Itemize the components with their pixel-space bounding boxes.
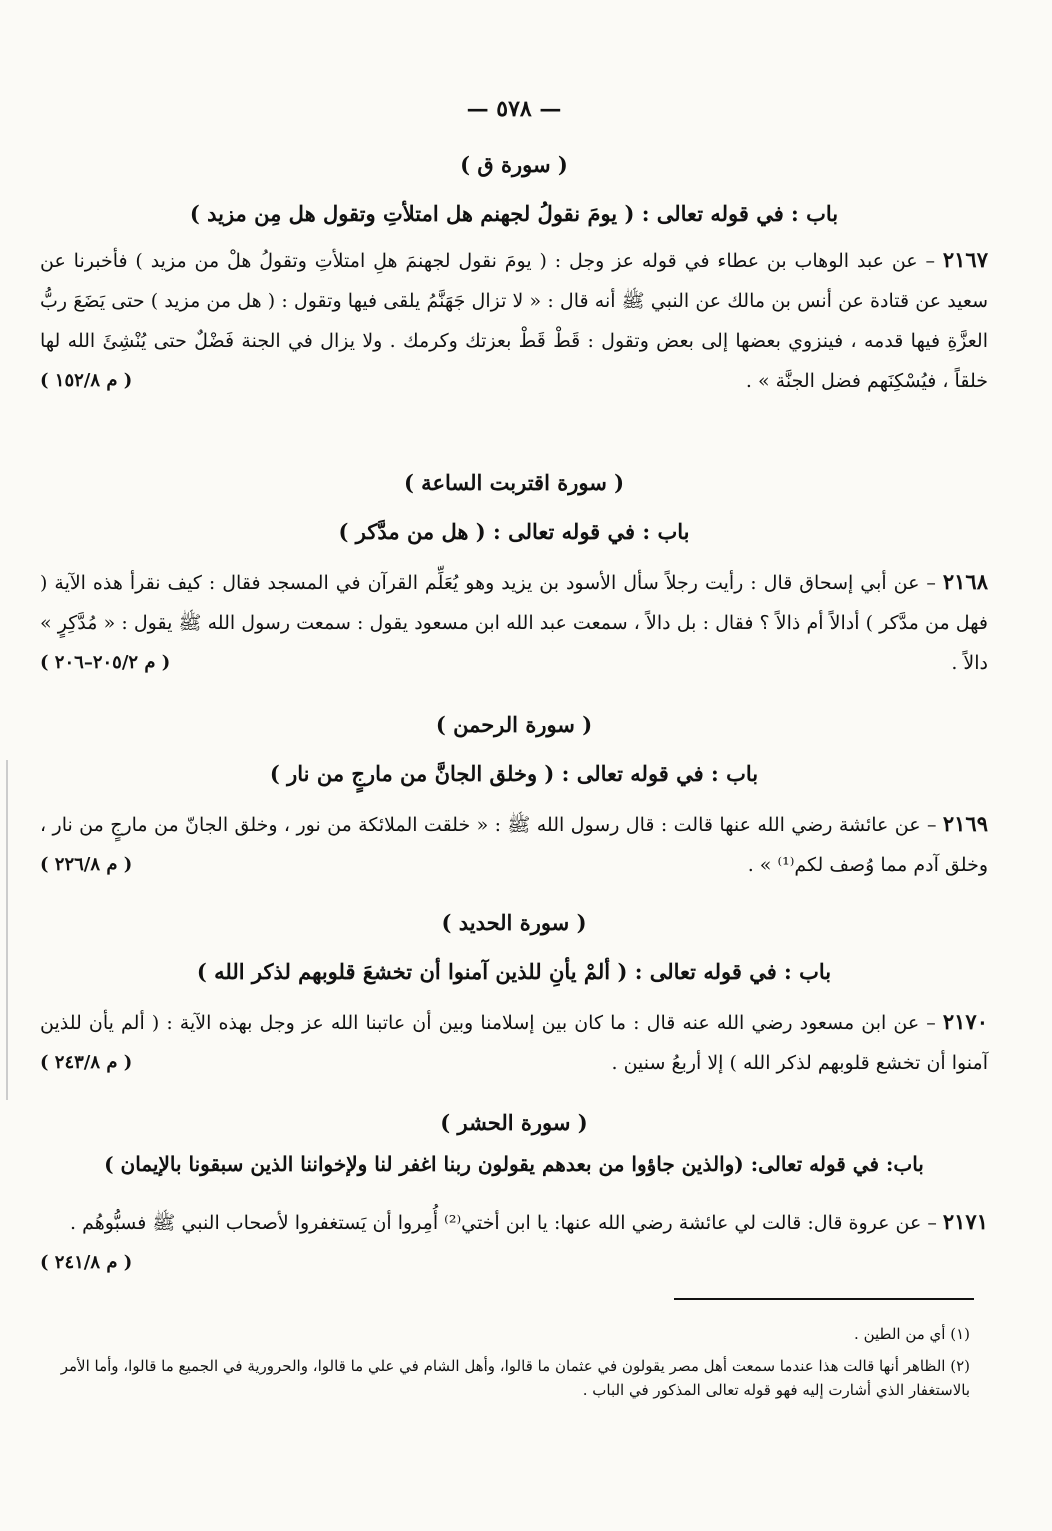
- footnote-divider: [674, 1298, 974, 1300]
- hadith-reference: ( م ١٥٢/٨ ): [40, 370, 133, 391]
- chapter-heading: باب: في قوله تعالى: (والذين جاؤوا من بعدهم يقولون ربنا اغفر لنا ولإخواننا الذين سبقونا بالإيمان ): [104, 1152, 924, 1176]
- scan-edge-mark: [6, 760, 8, 1100]
- hadith-number: ٢١٧١: [942, 1209, 988, 1234]
- hadith-number: ٢١٦٨: [942, 569, 988, 594]
- surah-heading: ( سورة الحديد ): [441, 910, 587, 935]
- footnote: (٢) الظاهر أنها قالت هذا عندما سمعت أهل مصر يقولون في عثمان ما قالوا، وأهل الشام في علي ما قالوا، والحرورية في الجميع ما قالوا، وأما الأمر بالاستغفار الذي أشارت إليه فهو قوله تعالى المذكور في الباب .: [60, 1357, 970, 1399]
- document-page: [40, 0, 988, 1531]
- page-number: — ٥٧٨ —: [466, 96, 562, 122]
- surah-heading: ( سورة الرحمن ): [435, 712, 593, 737]
- hadith-reference: ( م ٢٢٦/٨ ): [40, 854, 133, 875]
- hadith-text: – عن ابن مسعود رضي الله عنه قال : ما كان بين إسلامنا وبين أن عاتبنا الله عز وجل بهذه الآية : ( ألم يأن للذين آمنوا أن تخشع قلوبهم لذكر الله ) إلا أربعُ سنين .: [40, 1012, 988, 1074]
- hadith-paragraph: [40, 1002, 988, 1083]
- hadith-number: ٢١٦٧: [942, 247, 988, 272]
- hadith-paragraph: [40, 240, 988, 401]
- hadith-reference: ( م ٢٠٥/٢–٢٠٦ ): [40, 652, 171, 673]
- hadith-paragraph: [40, 1202, 988, 1283]
- hadith-number: ٢١٦٩: [942, 811, 988, 836]
- chapter-heading: باب : في قوله تعالى : ( يومَ نقولُ لجهنم هل امتلأتِ وتقول هل مِن مزيد ): [189, 201, 839, 226]
- hadith-reference: ( م ٢٤١/٨ ): [40, 1252, 133, 1273]
- hadith-text: – عن عبد الوهاب بن عطاء في قوله عز وجل : ( يومَ نقول لجهنمَ هلِ امتلأتِ وتقولُ هلْ من مزيد ) فأخبرنا عن سعيد عن قتادة عن أنس بن مالك عن النبي ﷺ أنه قال : « لا تزال جَهَنَّمُ يلقى فيها وتقول : ( هل من مزيد ) حتى يَضَعَ ربُّ العزَّةِ فيها قدمه ، فينزوي بعضها إلى بعض وتقول : قَطْ قَطْ بعزتك وكرمك . ولا يزال في الجنة فَضْلٌ حتى يُنْشِئَ الله لها خلقاً ، فيُسْكِنَهم فضل الجنَّة » .: [40, 250, 988, 392]
- surah-heading: ( سورة اقتربت الساعة ): [403, 470, 625, 495]
- hadith-paragraph: [40, 562, 988, 683]
- hadith-text: – عن عائشة رضي الله عنها قالت : قال رسول الله ﷺ : « خلقت الملائكة من نور ، وخلق الجانّ من مارجٍ من نار ، وخلق آدم مما وُصف لكم⁽¹⁾ » .: [40, 814, 988, 876]
- surah-heading: ( سورة ق ): [460, 152, 568, 177]
- chapter-heading: باب : في قوله تعالى : ( هل من مدَّكر ): [338, 519, 690, 544]
- hadith-text: – عن أبي إسحاق قال : رأيت رجلاً سأل الأسود بن يزيد وهو يُعَلِّم القرآن في المسجد فقال : كيف نقرأ هذه الآية ( فهل من مدَّكر ) أدالاً أم ذالاً ؟ فقال : بل دالاً ، سمعت عبد الله ابن مسعود يقول : سمعت رسول الله ﷺ يقول : « مُدَّكِرٍ » دالاً .: [40, 572, 988, 674]
- hadith-number: ٢١٧٠: [942, 1009, 988, 1034]
- hadith-text: – عن عروة قال: قالت لي عائشة رضي الله عنها: يا ابن أختي⁽²⁾ أُمِروا أن يَستغفروا لأصحاب النبي ﷺ فسبُّوهُم .: [70, 1212, 937, 1234]
- footnote: (١) أي من الطين .: [854, 1325, 970, 1343]
- chapter-heading: باب : في قوله تعالى : ( ألمْ يأنِ للذين آمنوا أن تخشعَ قلوبهم لذكر الله ): [196, 959, 832, 984]
- hadith-reference: ( م ٢٤٣/٨ ): [40, 1052, 133, 1073]
- chapter-heading: باب : في قوله تعالى : ( وخلق الجانَّ من مارجٍ من نار ): [269, 761, 759, 786]
- footnotes: [40, 1322, 970, 1410]
- surah-heading: ( سورة الحشر ): [440, 1110, 588, 1135]
- hadith-paragraph: [40, 804, 988, 885]
